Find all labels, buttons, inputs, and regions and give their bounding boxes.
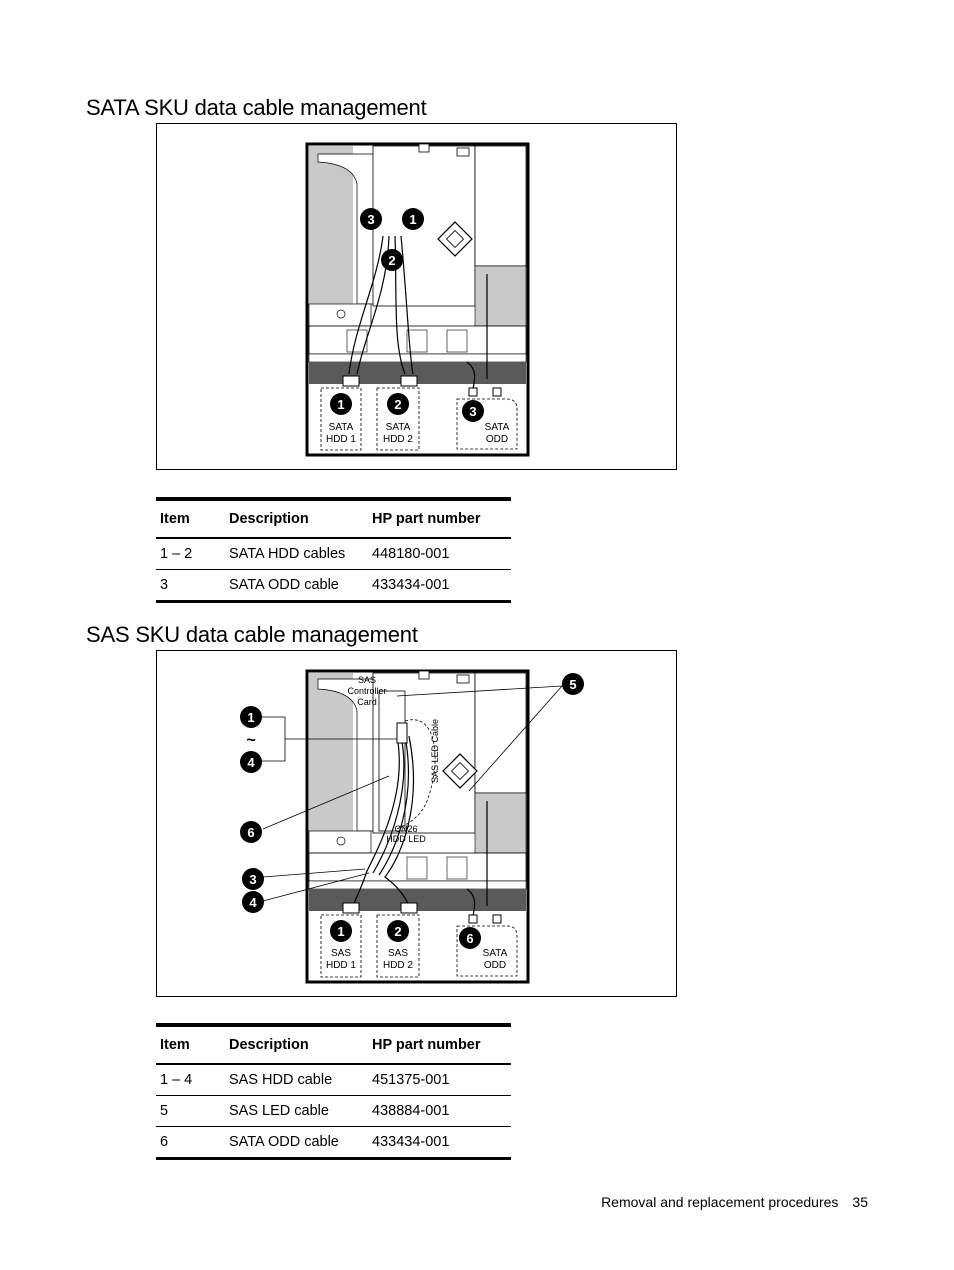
svg-text:6: 6 xyxy=(247,825,255,840)
sata-parts-table xyxy=(156,497,511,603)
sas-callout-4-range xyxy=(240,751,262,773)
table-row xyxy=(156,1096,511,1127)
sas-led-cable-label: SAS LED Cable xyxy=(430,718,440,783)
sas-section-heading: SAS SKU data cable management xyxy=(86,622,418,647)
sas-callout-5 xyxy=(562,673,584,695)
svg-text:5: 5 xyxy=(569,677,577,692)
table-header-description: Description xyxy=(225,1025,368,1064)
table-cell-item: 3 xyxy=(156,570,225,602)
table-row xyxy=(156,538,511,570)
svg-text:1: 1 xyxy=(337,397,345,412)
sas-bay2-label-line2: HDD 2 xyxy=(382,960,414,971)
sata-bay1-label-line1: SATA xyxy=(328,422,354,433)
svg-text:2: 2 xyxy=(388,253,396,268)
sas-bay3-label-line2: ODD xyxy=(483,960,507,971)
svg-text:1: 1 xyxy=(409,212,417,227)
sata-bay2-label-line1: SATA xyxy=(385,422,411,433)
sata-section-heading: SATA SKU data cable management xyxy=(86,95,427,120)
table-row xyxy=(156,1064,511,1096)
table-row xyxy=(156,570,511,602)
table-cell-description: SAS HDD cable xyxy=(225,1064,368,1096)
sata-cable-diagram xyxy=(156,123,677,470)
table-cell-item: 1 – 2 xyxy=(156,538,225,570)
table-header-description: Description xyxy=(225,499,368,538)
sas-connector-label-line2: HDD LED xyxy=(386,834,426,844)
svg-text:2: 2 xyxy=(394,397,402,412)
table-cell-item: 6 xyxy=(156,1127,225,1159)
sata-bay3-label-line1: SATA xyxy=(484,422,510,433)
sas-parts-table xyxy=(156,1023,511,1160)
table-cell-item: 1 – 4 xyxy=(156,1064,225,1096)
table-cell-description: SATA ODD cable xyxy=(225,570,368,602)
svg-text:6: 6 xyxy=(466,931,474,946)
table-cell-part-number: 433434-001 xyxy=(368,1127,511,1159)
table-header-item: Item xyxy=(156,499,225,538)
table-cell-part-number: 448180-001 xyxy=(368,538,511,570)
table-cell-part-number: 438884-001 xyxy=(368,1096,511,1127)
page-footer xyxy=(601,1194,868,1210)
sas-callout-2-bay xyxy=(387,920,409,942)
table-cell-part-number: 433434-001 xyxy=(368,570,511,602)
sas-bay1-label-line1: SAS xyxy=(330,948,352,959)
table-header-row xyxy=(156,1025,511,1064)
svg-text:3: 3 xyxy=(367,212,375,227)
sata-bay1-label-line2: HDD 1 xyxy=(325,434,357,445)
table-cell-item: 5 xyxy=(156,1096,225,1127)
svg-text:2: 2 xyxy=(394,924,402,939)
svg-text:1: 1 xyxy=(337,924,345,939)
sata-callout-1-top xyxy=(402,208,424,230)
table-header-part-number: HP part number xyxy=(368,1025,511,1064)
sas-bay1-label-line2: HDD 1 xyxy=(325,960,357,971)
sas-callout-3-left xyxy=(242,868,264,890)
svg-text:4: 4 xyxy=(247,755,255,770)
table-header-part-number: HP part number xyxy=(368,499,511,538)
sas-connector-label-line1: CN26 xyxy=(394,824,418,834)
svg-text:3: 3 xyxy=(469,404,477,419)
table-header-item: Item xyxy=(156,1025,225,1064)
sas-controller-label-line3: Card xyxy=(357,697,377,707)
sas-range-symbol: ~ xyxy=(246,732,256,749)
sata-callout-2-top xyxy=(381,249,403,271)
sas-callout-1-range xyxy=(240,706,262,728)
sas-callout-6-left xyxy=(240,821,262,843)
footer-section-title: Removal and replacement procedures xyxy=(601,1194,839,1210)
table-cell-part-number: 451375-001 xyxy=(368,1064,511,1096)
svg-text:4: 4 xyxy=(249,895,257,910)
sas-callout-1-bay xyxy=(330,920,352,942)
sata-bay2-label-line2: HDD 2 xyxy=(382,434,414,445)
sas-controller-label-line1: SAS xyxy=(357,675,377,685)
svg-text:1: 1 xyxy=(247,710,255,725)
sas-callout-6-bay xyxy=(459,927,481,949)
sata-callout-2-bay xyxy=(387,393,409,415)
sata-bay3-label-line2: ODD xyxy=(485,434,509,445)
table-cell-description: SATA HDD cables xyxy=(225,538,368,570)
sas-bay3-label-line1: SATA xyxy=(482,948,508,959)
sas-bay2-label-line1: SAS xyxy=(387,948,409,959)
sata-callout-3-bay xyxy=(462,400,484,422)
svg-text:3: 3 xyxy=(249,872,257,887)
sas-cable-diagram xyxy=(156,650,677,997)
sas-controller-label-line2: Controller xyxy=(347,686,387,696)
table-cell-description: SATA ODD cable xyxy=(225,1127,368,1159)
table-cell-description: SAS LED cable xyxy=(225,1096,368,1127)
page-number: 35 xyxy=(852,1194,868,1210)
table-row xyxy=(156,1127,511,1159)
table-header-row xyxy=(156,499,511,538)
sas-callout-4-left xyxy=(242,891,264,913)
sata-callout-3-top xyxy=(360,208,382,230)
sata-callout-1-bay xyxy=(330,393,352,415)
